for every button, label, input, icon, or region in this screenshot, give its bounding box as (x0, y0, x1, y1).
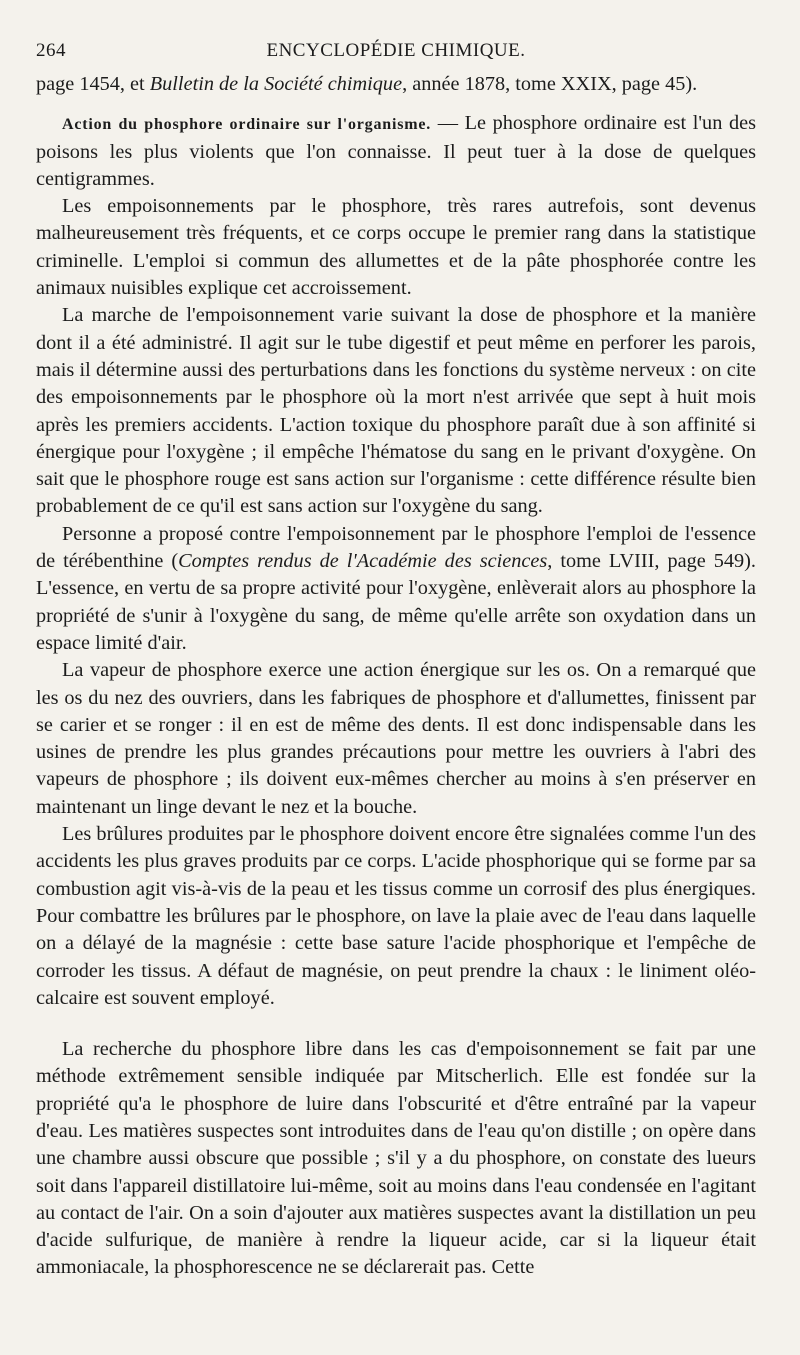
paragraph-empoisonnements (36, 193, 756, 302)
text-span: La recherche du phosphore libre dans les cas d'empoisonnement se fait par une méthode extrêmement sensible indiquée par Mitscherlich. Elle est fondée sur la propriété qu'a le phosphore de luire dans l'obscurité et d'être entraîné par la vapeur d'eau. Les matières suspectes sont introduites dans de l'eau qu'on distille ; on opère dans une chambre aussi obscure que possible ; s'il y a du phosphore, on constate des lueurs soit dans l'appareil distillatoire lui-même, soit au moins dans l'eau condensée en l'agitant au contact de l'air. On a soin d'ajouter aux matières suspectes avant la distillation un peu d'acide sulfurique, de manière à rendre la liqueur acide, car si la liqueur était ammoniacale, la phosphorescence ne se déclarerait pas. Cette (36, 1038, 756, 1279)
text-span: page 1454, et (36, 73, 150, 95)
running-header (36, 40, 756, 66)
paragraph-vapeur (36, 657, 756, 821)
section-heading: Action du phosphore ordinaire sur l'organisme. (62, 116, 432, 134)
text-span: , année 1878, tome XXIX, page 45). (402, 73, 698, 95)
text-span: La marche de l'empoisonnement varie suivant la dose de phosphore et la manière dont il a été administré. Il agit sur le tube digestif et peut même en perforer les parois, mais il détermine aussi des perturbations dans les fonctions du système nerveux : on cite des empoisonnements par le phosphore où la mort n'est arrivée que sept à huit mois après les premiers accidents. L'action toxique du phosphore paraît due à son affinité si énergique pour l'oxygène ; il empêche l'hématose du sang en le privant d'oxygène. On sait que le phosphore rouge est sans action sur l'organisme : cette différence résulte bien probablement de ce qu'il est sans action sur l'oxygène du sang. (36, 304, 756, 518)
journal-title: Comptes rendus de l'Académie des sciences (178, 550, 548, 573)
paragraph-section-action (36, 110, 756, 193)
paragraph-continuation (36, 71, 756, 98)
body-text (36, 71, 756, 1282)
text-span: — Le phosphore ordinaire est l'un des poisons les plus violents que l'on connaisse. Il peut tuer à la dose de quelques centigrammes. (36, 112, 756, 190)
text-span: Les empoisonnements par le phosphore, très rares autrefois, sont devenus malheureusement très fréquents, et ce corps occupe le premier rang dans la statistique criminelle. L'emploi si commun des allumettes et de la pâte phosphorée contre les animaux nuisibles explique cet accroissement. (36, 195, 756, 300)
text-span: La vapeur de phosphore exerce une action énergique sur les os. On a remarqué que les os du nez des ouvriers, dans les fabriques de phosphore et d'allumettes, finissent par se carier et se ronger : il en est de même des dents. Il est donc indispensable dans les usines de prendre les plus grandes précautions pour mettre les ouvriers à l'abri des vapeurs de phosphore ; ils doivent eux-mêmes chercher au moins à s'en préserver en maintenant un linge devant le nez et la bouche. (36, 659, 756, 818)
paragraph-recherche (36, 1036, 756, 1282)
text-span: Les brûlures produites par le phosphore doivent encore être signalées comme l'un des accidents les plus graves produits par ce corps. L'acide phosphorique qui se forme par sa combustion agit vis-à-vis de la peau et les tissus comme un corrosif des plus énergiques. Pour combattre les brûlures par le phosphore, on lave la plaie avec de l'eau dans laquelle on a délayé de la magnésie : cette base sature l'acide phosphorique et l'empêche de corroder les tissus. A défaut de magnésie, on peut prendre la chaux : le liniment oléo-calcaire est souvent employé. (36, 823, 756, 1009)
paragraph-terebenthine (36, 521, 756, 657)
paragraph-marche (36, 302, 756, 520)
text-span: , tome LVIII, page 549). L'essence, en vertu de sa propre activité pour l'oxygène, enlèverait alors au phosphore la propriété de s'unir à l'oxygène du sang, de même qu'elle arrête son oxydation dans un espace limité d'air. (36, 550, 756, 654)
running-title: ENCYCLOPÉDIE CHIMIQUE. (266, 40, 526, 61)
page-number: 264 (36, 40, 66, 61)
paragraph-brulures (36, 821, 756, 1012)
book-page (36, 40, 756, 1282)
text-span: Personne a proposé contre l'empoisonnement par le phosphore l'emploi de l'essence de térébenthine ( (36, 522, 756, 573)
journal-title: Bulletin de la Société chimique (149, 73, 403, 95)
